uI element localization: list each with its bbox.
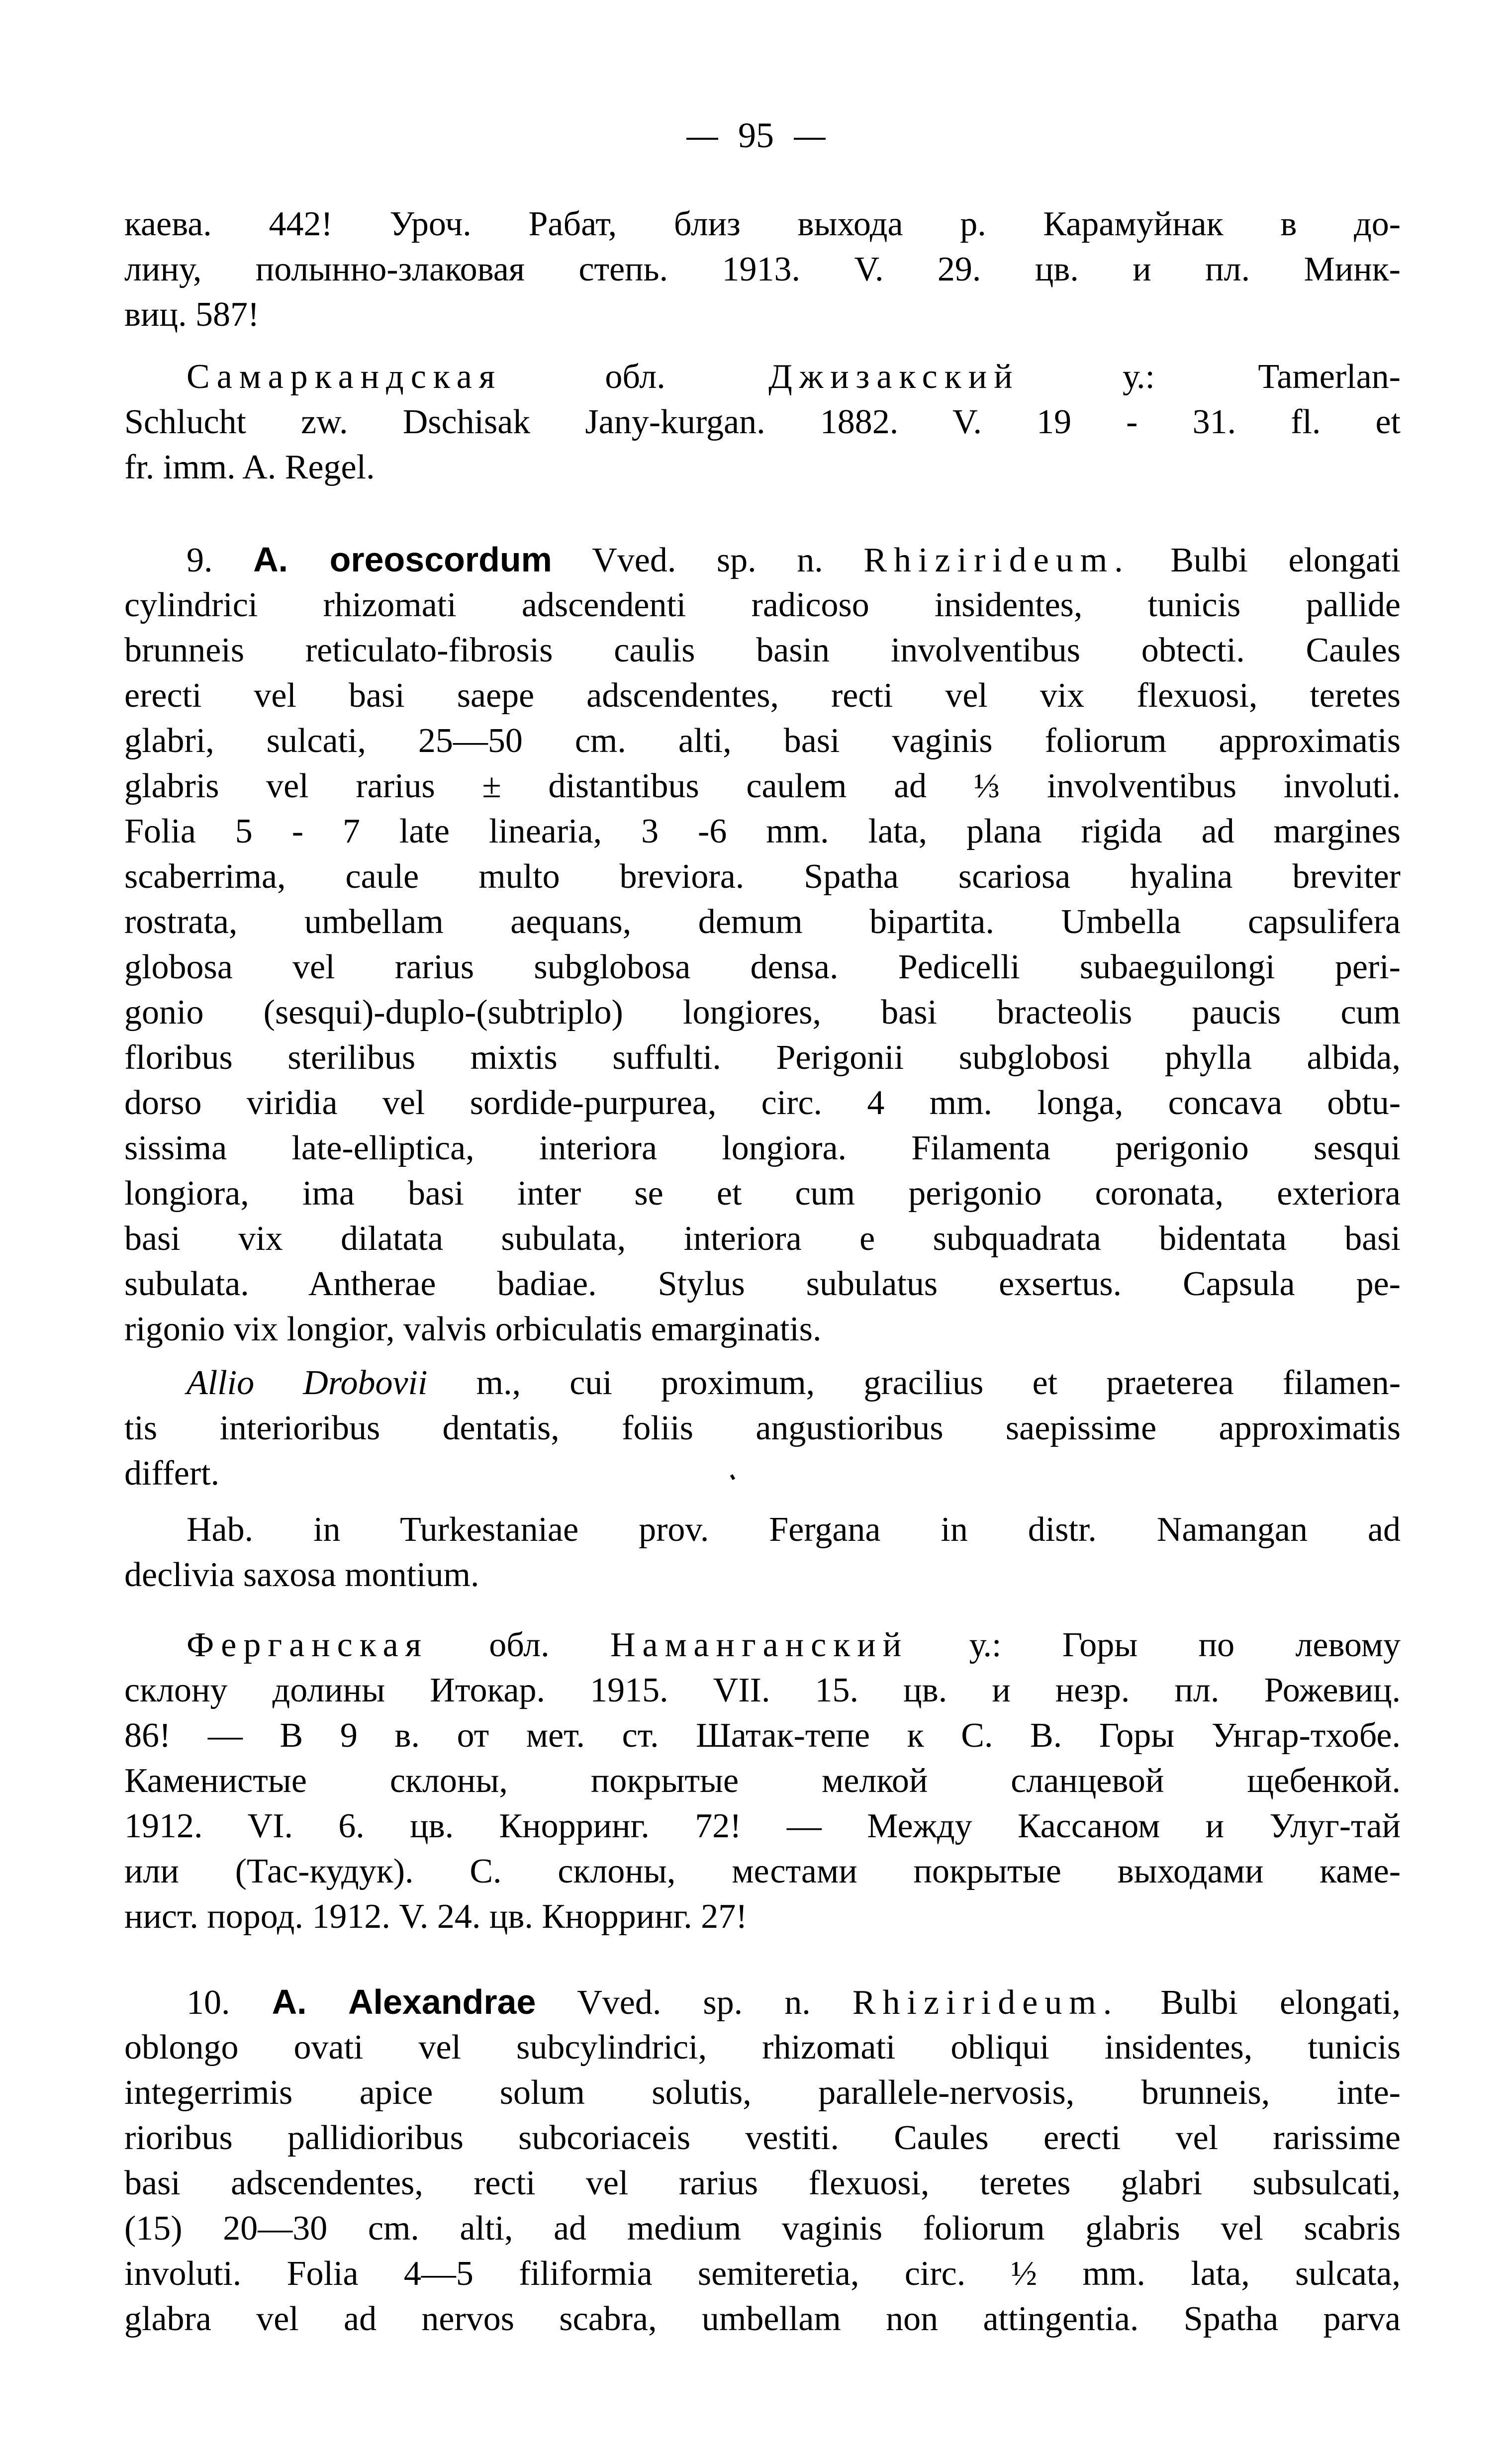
district-name-spaced: Наманганский: [610, 1626, 909, 1664]
text-line: (15) 20—30 cm. alti, ad medium vaginis foliorum glabris vel scabris: [124, 2209, 1401, 2248]
species-author: Vved. sp. n.: [592, 541, 823, 579]
text-line: subulata. Antherae badiae. Stylus subulatus exsertus. Capsula pe-: [124, 1265, 1401, 1303]
species-number: 9.: [187, 541, 213, 579]
text-line: scaberrima, caule multo breviora. Spatha scariosa hyalina breviter: [124, 857, 1401, 896]
locality-paragraph-karamuynak: [124, 201, 1401, 337]
text-run: Bulbi elongati: [1170, 541, 1401, 579]
text-line: rioribus pallidioribus subcoriaceis vestiti. Caules erecti vel rarissime: [124, 2119, 1401, 2157]
folio-dash-left: [686, 138, 718, 140]
text-line: Schlucht zw. Dschisak Jany-kurgan. 1882. V. 19 - 31. fl. et: [124, 403, 1401, 441]
text-line: erecti vel basi saepe adscendentes, recti vel vix flexuosi, teretes: [124, 676, 1401, 715]
text-line: лину, полынно-злаковая степь. 1913. V. 29. цв. и пл. Минк-: [124, 250, 1401, 288]
habitat-paragraph: [124, 1507, 1401, 1598]
text-line: tis interioribus dentatis, foliis angustioribus saepissime approximatis: [124, 1409, 1401, 1447]
text-line: 1912. VI. 6. цв. Кнорринг. 72! — Между Кассаном и Улуг-тай: [124, 1807, 1401, 1845]
section-name-spaced: Rhizirideum.: [863, 541, 1130, 579]
text-line: склону долины Итокар. 1915. VII. 15. цв. и незр. пл. Рожевиц.: [124, 1671, 1401, 1709]
text-run: Bulbi elongati,: [1160, 1983, 1401, 2022]
text-line: brunneis reticulato-fibrosis caulis basin involventibus obtecti. Caules: [124, 631, 1401, 669]
text-line: sissima late-elliptica, interiora longiora. Filamenta perigonio sesqui: [124, 1129, 1401, 1167]
text-line: rigonio vix longior, valvis orbiculatis emarginatis.: [124, 1310, 822, 1348]
species-description-9: [124, 537, 1401, 1352]
locality-paragraph-samarkand: [124, 354, 1401, 490]
text-line: differt.: [124, 1454, 220, 1493]
text-run: обл.: [502, 358, 769, 396]
text-line: fr. imm. A. Regel.: [124, 448, 375, 486]
text-line: виц. 587!: [124, 295, 260, 334]
page-number-header: [0, 115, 1512, 155]
text-line: Hab. in Turkestaniae prov. Fergana in distr. Namangan ad: [187, 1510, 1401, 1549]
text-line: involuti. Folia 4—5 filiformia semiteretia, circ. ½ mm. lata, sulcata,: [124, 2255, 1401, 2293]
text-line: cylindrici rhizomati adscendenti radicoso insidentes, tunicis pallide: [124, 586, 1401, 624]
text-run: обл.: [428, 1626, 610, 1664]
text-line: basi vix dilatata subulata, interiora e subquadrata bidentata basi: [124, 1220, 1401, 1258]
species-heading-line: [124, 1979, 1401, 2025]
text-line: [124, 1360, 1401, 1406]
text-line: Folia 5 - 7 late linearia, 3 -6 mm. lata, plana rigida ad margines: [124, 812, 1401, 850]
text-line: longiora, ima basi inter se et cum perigonio coronata, exteriora: [124, 1174, 1401, 1213]
text-line: floribus sterilibus mixtis suffulti. Perigonii subglobosi phylla albida,: [124, 1038, 1401, 1077]
locality-paragraph-fergana: [124, 1622, 1401, 1939]
species-number: 10.: [187, 1983, 230, 2022]
text-line: gonio (sesqui)-duplo-(subtriplo) longiores, basi bracteolis paucis cum: [124, 993, 1401, 1032]
species-heading-line: [124, 537, 1401, 582]
species-name: A. oreoscordum: [253, 540, 552, 579]
text-line: integerrimis apice solum solutis, parallele-nervosis, brunneis, inte-: [124, 2073, 1401, 2112]
text-line: glabris vel rarius ± distantibus caulem ad ⅓ involventibus involuti.: [124, 767, 1401, 805]
text-run: m., cui proximum, gracilius et praeterea filamen-: [476, 1364, 1401, 1402]
region-name-spaced: Самаркандская: [187, 358, 502, 396]
text-line: basi adscendentes, recti vel rarius flexuosi, teretes glabri subsulcati,: [124, 2164, 1401, 2202]
text-line: 86! — В 9 в. от мет. ст. Шатак-тепе к С. В. Горы Унгар-тхобе.: [124, 1716, 1401, 1755]
text-line: rostrata, umbellam aequans, demum bipartita. Umbella capsulifera: [124, 903, 1401, 941]
text-line: glabri, sulcati, 25—50 cm. alti, basi vaginis foliorum approximatis: [124, 722, 1401, 760]
region-name-spaced: Ферганская: [187, 1626, 428, 1664]
text-line: нист. пород. 1912. V. 24. цв. Кнорринг. 27!: [124, 1897, 748, 1936]
text-line: каева. 442! Уроч. Рабат, близ выхода р. Карамуйнак в до-: [124, 205, 1401, 243]
text-line: glabra vel ad nervos scabra, umbellam non attingentia. Spatha parva: [124, 2300, 1401, 2338]
text-line: oblongo ovati vel subcylindrici, rhizomati obliqui insidentes, tunicis: [124, 2028, 1401, 2067]
text-line: [124, 354, 1401, 399]
compared-species-name: Allio Drobovii: [187, 1364, 428, 1402]
species-author: Vved. sp. n.: [577, 1983, 811, 2022]
folio-dash-right: [794, 138, 826, 140]
species-name: A. Alexandrae: [272, 1982, 536, 2021]
text-line: [124, 1622, 1401, 1668]
section-name-spaced: Rhizirideum.: [852, 1983, 1119, 2022]
species-description-10: [124, 1979, 1401, 2342]
district-name-spaced: Джизакский: [768, 358, 1020, 396]
text-line: Каменистые склоны, покрытые мелкой сланцевой щебенкой.: [124, 1762, 1401, 1800]
text-run: у.: Горы по левому: [908, 1626, 1401, 1664]
text-run: у.: Tamerlan-: [1019, 358, 1401, 396]
page-number: 95: [738, 115, 774, 155]
text-line: или (Тас-кудук). С. склоны, местами покрытые выходами каме-: [124, 1852, 1401, 1890]
text-line: globosa vel rarius subglobosa densa. Pedicelli subaeguilongi peri-: [124, 948, 1401, 986]
comparison-paragraph: [124, 1360, 1401, 1496]
text-line: declivia saxosa montium.: [124, 1556, 479, 1594]
text-line: dorso viridia vel sordide-purpurea, circ. 4 mm. longa, concava obtu-: [124, 1084, 1401, 1122]
